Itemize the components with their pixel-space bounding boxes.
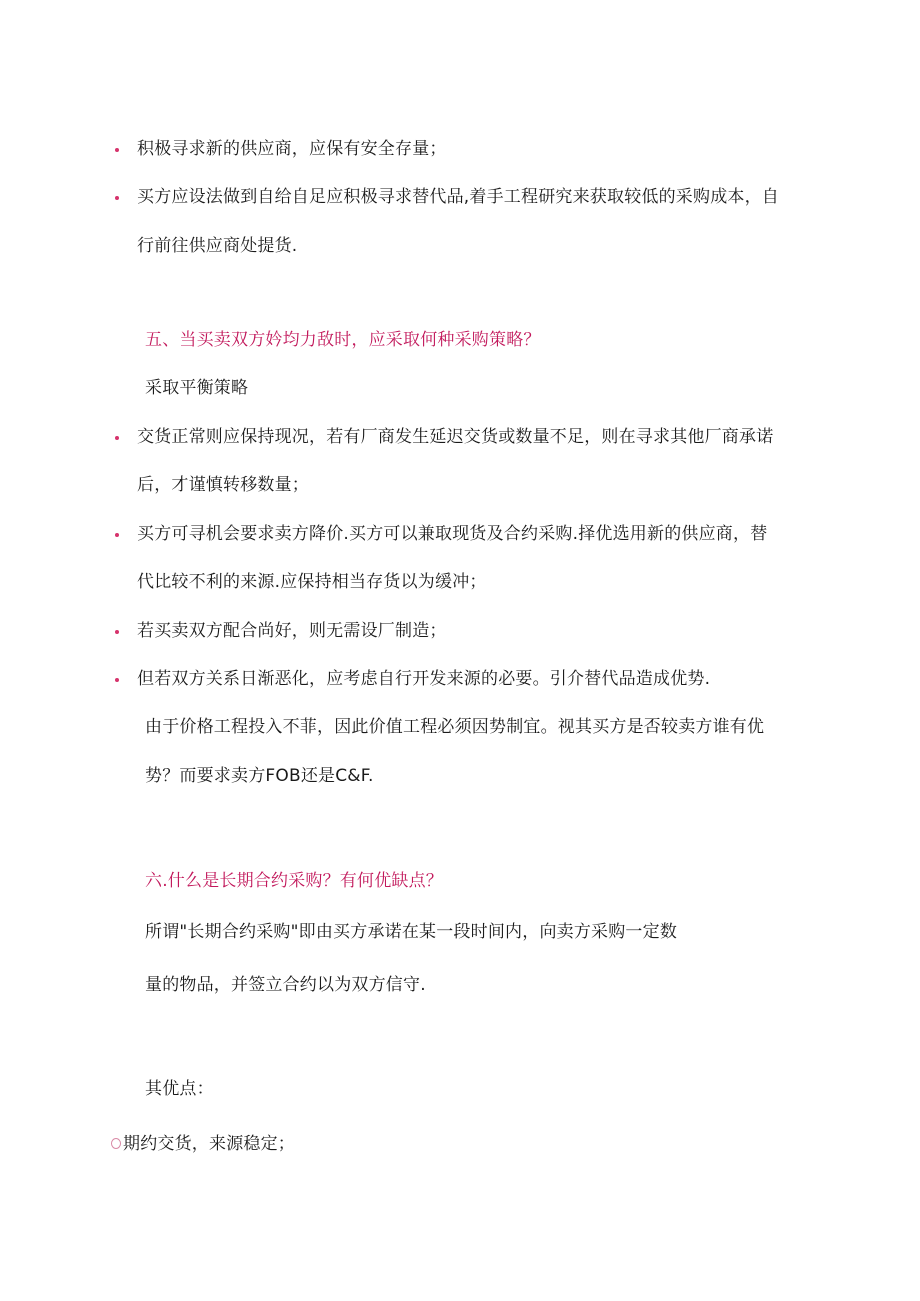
bullet-text: 但若双方关系日渐恶化，应考虑自行开发来源的必要。引介替代品造成优势. bbox=[137, 669, 711, 689]
section-heading: 六.什么是长期合约采购？有何优缺点？ bbox=[145, 871, 444, 891]
bullet-dot bbox=[115, 630, 119, 634]
bullet-dot bbox=[115, 533, 119, 537]
advantage-item: 期约交货，来源稳定； bbox=[123, 1134, 295, 1154]
definition-text: 所谓"长期合约采购"即由买方承诺在某一段时间内，向卖方采购一定数 bbox=[145, 922, 678, 942]
bullet-dot bbox=[115, 678, 119, 682]
bullet-text: 积极寻求新的供应商，应保有安全存量； bbox=[137, 139, 447, 159]
bullet-text-continuation: 代比较不利的来源.应保持相当存货以为缓冲； bbox=[137, 572, 487, 592]
sub-heading: 采取平衡策略 bbox=[145, 378, 249, 398]
bullet-text: 买方可寻机会要求卖方降价.买方可以兼取现货及合约采购.择优选用新的供应商，替 bbox=[137, 524, 768, 544]
section-heading: 五、当买卖双方妗均力敌时，应采取何种采购策略？ bbox=[145, 330, 541, 350]
bullet-dot bbox=[115, 196, 119, 200]
circle-bullet-icon bbox=[111, 1138, 121, 1149]
bullet-text: 买方应设法做到自给自足应积极寻求替代品,着手工程研究来获取较低的采购成本，自 bbox=[137, 187, 780, 207]
bullet-text-continuation: 后，才谨慎转移数量； bbox=[137, 475, 309, 495]
bullet-text: 若买卖双方配合尚好，则无需设厂制造； bbox=[137, 621, 447, 641]
bullet-dot bbox=[115, 148, 119, 152]
advantages-label: 其优点： bbox=[145, 1079, 214, 1099]
bullet-dot bbox=[115, 436, 119, 440]
bullet-text-continuation: 行前往供应商处提货. bbox=[137, 236, 298, 256]
paragraph-text-continuation: 势？而要求卖方FOB还是C&F. bbox=[145, 766, 374, 786]
paragraph-text: 由于价格工程投入不菲，因此价值工程必须因势制宜。视其买方是否较卖方谁有优 bbox=[145, 717, 765, 737]
definition-text-continuation: 量的物品，并签立合约以为双方信守. bbox=[145, 975, 426, 995]
bullet-text: 交货正常则应保持现况，若有厂商发生延迟交货或数量不足，则在寻求其他厂商承诺 bbox=[137, 427, 774, 447]
